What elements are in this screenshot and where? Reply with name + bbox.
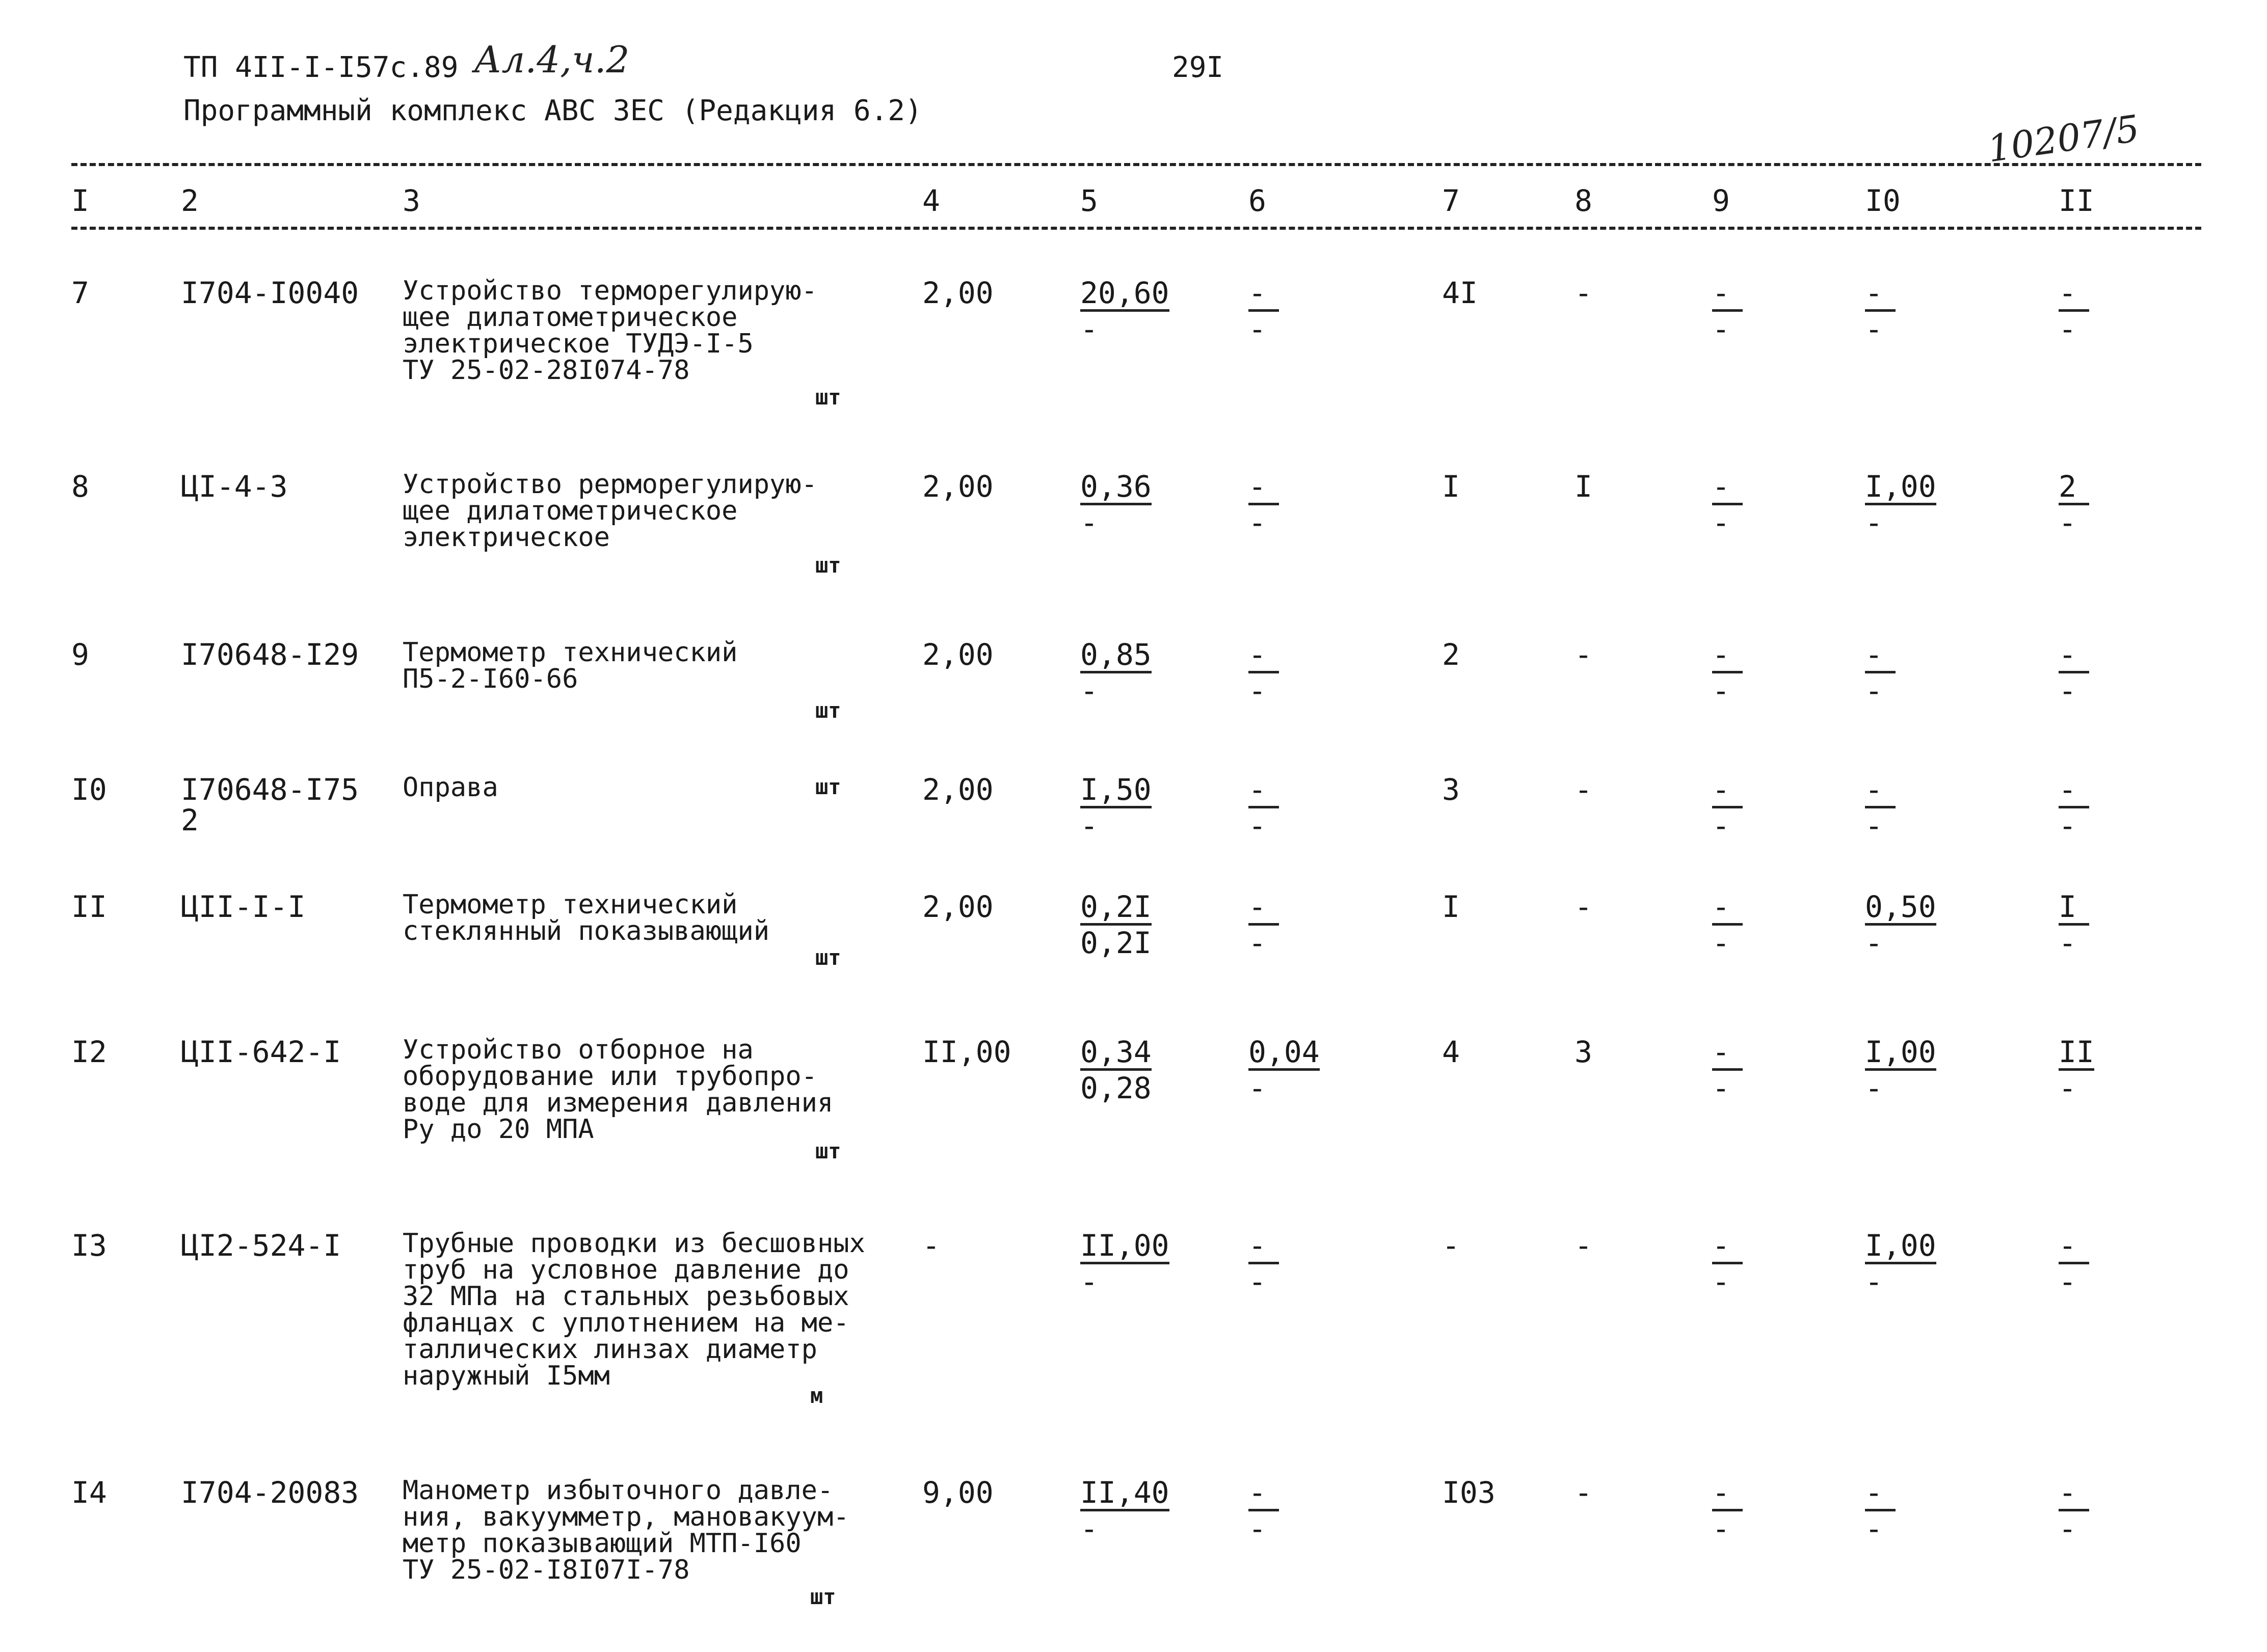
fraction-denominator: - [1248,1264,1266,1299]
row-number: 8 [71,469,89,504]
page-number: 29I [1172,51,1224,84]
fraction-cell [1865,1477,1896,1544]
fraction-numerator: 0,36 [1080,471,1152,505]
item-description: Термометр технический стеклянный показывающий [403,889,770,946]
fraction-denominator: - [2059,312,2076,346]
fraction-numerator: - [1712,891,1743,926]
fraction-cell [1080,891,1152,958]
column-header: 3 [403,183,420,218]
item-unit: шт [810,1584,836,1609]
quantity: 2,00 [922,276,994,310]
fraction-denominator: - [1865,1264,1883,1299]
fraction-numerator: 2 [2059,471,2089,505]
fraction-denominator: - [1865,505,1883,540]
col7-value: 4 [1442,1035,1460,1069]
fraction-numerator: - [1248,639,1279,673]
item-code: ЦI-4-3 [181,469,288,504]
fraction-numerator: I,00 [1865,1037,1936,1071]
fraction-cell [1248,278,1279,344]
fraction-cell [1865,639,1896,706]
fraction-cell [1712,471,1743,538]
col8-value: 3 [1575,1035,1592,1069]
column-header: 7 [1442,183,1460,218]
fraction-numerator: II,00 [1080,1230,1169,1264]
fraction-denominator: - [1712,1264,1730,1299]
column-header: I [71,183,89,218]
item-unit: шт [815,385,841,410]
fraction-cell [1080,1477,1169,1544]
fraction-denominator: - [1712,312,1730,346]
fraction-denominator: - [1712,505,1730,540]
fraction-cell [2059,639,2089,706]
item-code: I704-I0040 [181,276,359,310]
fraction-cell [2059,471,2089,538]
fraction-numerator: - [1712,471,1743,505]
fraction-denominator: - [2059,808,2076,843]
fraction-numerator: - [1712,1037,1743,1071]
fraction-numerator: - [2059,774,2089,808]
quantity: II,00 [922,1035,1011,1069]
fraction-cell [1248,1037,1320,1103]
col8-value: - [1575,1228,1592,1263]
fraction-cell [1080,1037,1152,1103]
fraction-denominator: - [1248,926,1266,960]
item-code: ЦII-642-I [181,1035,341,1069]
fraction-numerator: - [1712,639,1743,673]
fraction-numerator: 0,04 [1248,1037,1320,1071]
fraction-cell [1865,774,1896,841]
fraction-denominator: - [1712,1071,1730,1105]
column-header: 5 [1080,183,1098,218]
item-unit: шт [815,1139,841,1163]
fraction-cell [2059,1230,2089,1297]
quantity: 2,00 [922,889,994,924]
fraction-numerator: 0,2I [1080,891,1152,926]
quantity: - [922,1228,940,1263]
fraction-numerator: I,50 [1080,774,1152,808]
quantity: 2,00 [922,637,994,672]
fraction-cell [1865,1230,1936,1297]
column-header: 8 [1575,183,1592,218]
fraction-cell [1865,891,1936,958]
col8-value: I [1575,469,1592,504]
fraction-numerator: - [1712,278,1743,312]
fraction-denominator: - [1248,1511,1266,1546]
item-unit: шт [815,945,841,970]
fraction-denominator: - [1712,808,1730,843]
item-description: Трубные проводки из бесшовных труб на условное давление до 32 МПа на стальных резьбовых фланцах с уплотнением на ме- таллических линзах диаметр наружный I5мм [403,1228,865,1391]
fraction-cell [1712,891,1743,958]
fraction-numerator: I,00 [1865,471,1936,505]
fraction-denominator: - [1080,808,1098,843]
row-number: 9 [71,637,89,672]
col7-value: 4I [1442,276,1478,310]
row-number: I2 [71,1035,107,1069]
fraction-cell [1080,774,1152,841]
fraction-denominator: - [1080,1511,1098,1546]
item-code: I70648-I29 [181,637,359,672]
row-number: I4 [71,1475,107,1510]
fraction-cell [2059,278,2089,344]
fraction-numerator: - [1248,1477,1279,1511]
fraction-numerator: II,40 [1080,1477,1169,1511]
fraction-numerator: - [1712,774,1743,808]
col8-value: - [1575,772,1592,807]
row-number: 7 [71,276,89,310]
fraction-numerator: - [2059,639,2089,673]
doc-code: ТП 4II-I-I57с.89 [183,51,459,84]
col7-value: I [1442,889,1460,924]
fraction-denominator: - [1865,808,1883,843]
quantity: 2,00 [922,469,994,504]
fraction-denominator: - [1080,505,1098,540]
item-unit: шт [815,698,841,723]
row-number: II [71,889,107,924]
col7-value: 2 [1442,637,1460,672]
row-number: I3 [71,1228,107,1263]
fraction-numerator: 0,34 [1080,1037,1152,1071]
header-rule-top [71,163,2201,166]
fraction-cell [1712,774,1743,841]
fraction-cell [1248,891,1279,958]
item-description: Устройство рерморегулирую- щее дилатометрическое электрическое [403,469,817,553]
fraction-numerator: 20,60 [1080,278,1169,312]
fraction-denominator: - [2059,926,2076,960]
fraction-cell [1712,1477,1743,1544]
fraction-denominator: - [1712,673,1730,708]
quantity: 9,00 [922,1475,994,1510]
column-header: 4 [922,183,940,218]
fraction-denominator: - [2059,1071,2076,1105]
fraction-cell [1865,278,1896,344]
item-unit: шт [815,774,841,799]
fraction-cell [1865,1037,1936,1103]
fraction-cell [1248,774,1279,841]
fraction-numerator: - [1865,639,1896,673]
fraction-numerator: - [1712,1230,1743,1264]
fraction-cell [1080,278,1169,344]
col7-value: I [1442,469,1460,504]
header-rule-bottom [71,227,2201,230]
item-description: Термометр технический П5-2-I60-66 [403,637,738,694]
fraction-denominator: - [1865,673,1883,708]
item-unit: шт [815,553,841,578]
fraction-denominator: - [1712,926,1730,960]
fraction-numerator: - [1248,471,1279,505]
fraction-numerator: - [2059,1477,2089,1511]
fraction-denominator: - [1248,673,1266,708]
fraction-numerator: - [1248,891,1279,926]
fraction-cell [1712,278,1743,344]
item-description: Устройство отборное на оборудование или трубопро- воде для измерения давления Ру до 20 МПА [403,1035,834,1145]
item-description: Манометр избыточного давле- ния, вакуумметр, мановакуум- метр показывающий МТП-I60 ТУ 25-02-I8I07I-78 [403,1475,849,1585]
fraction-numerator: - [1865,278,1896,312]
item-code: I704-20083 [181,1475,359,1510]
fraction-denominator: - [1865,926,1883,960]
fraction-denominator: - [1248,1071,1266,1105]
fraction-cell [1712,1230,1743,1297]
fraction-cell [1248,471,1279,538]
fraction-cell [1248,1230,1279,1297]
row-number: I0 [71,772,107,807]
fraction-denominator: - [1080,1264,1098,1299]
fraction-cell [2059,1477,2089,1544]
page-subtitle: Программный комплекс АВС ЗЕС (Редакция 6.2) [183,94,922,127]
fraction-numerator: - [2059,1230,2089,1264]
col7-value: - [1442,1228,1460,1263]
fraction-numerator: - [1248,774,1279,808]
fraction-cell [2059,774,2089,841]
item-code: ЦI2-524-I [181,1228,341,1263]
col8-value: - [1575,889,1592,924]
fraction-denominator: - [1080,312,1098,346]
fraction-cell [2059,891,2089,958]
fraction-denominator: 0,2I [1080,926,1152,960]
fraction-numerator: II [2059,1037,2094,1071]
fraction-denominator: - [1248,808,1266,843]
fraction-cell [1248,639,1279,706]
column-header: 2 [181,183,199,218]
column-header: 6 [1248,183,1266,218]
fraction-numerator: I,00 [1865,1230,1936,1264]
handwritten-note: Ал.4,ч.2 [474,38,630,81]
fraction-numerator: - [1865,774,1896,808]
fraction-denominator: - [2059,1264,2076,1299]
fraction-denominator: - [1865,1511,1883,1546]
item-unit: м [810,1383,823,1408]
fraction-cell [1712,1037,1743,1103]
col7-value: 3 [1442,772,1460,807]
fraction-denominator: - [1248,312,1266,346]
item-code: ЦII-I-I [181,889,306,924]
fraction-denominator: - [1712,1511,1730,1546]
column-header: 9 [1712,183,1730,218]
fraction-numerator: - [1712,1477,1743,1511]
fraction-cell [1865,471,1936,538]
fraction-cell [1080,1230,1169,1297]
fraction-denominator: - [2059,505,2076,540]
fraction-numerator: 0,50 [1865,891,1936,926]
fraction-denominator: - [1865,1071,1883,1105]
column-header: I0 [1865,183,1901,218]
fraction-cell [1080,471,1152,538]
column-header: II [2059,183,2094,218]
item-description: Оправа [403,772,498,803]
fraction-numerator: 0,85 [1080,639,1152,673]
col8-value: - [1575,1475,1592,1510]
fraction-cell [1080,639,1152,706]
fraction-numerator: - [1248,1230,1279,1264]
fraction-cell [1712,639,1743,706]
col7-value: I03 [1442,1475,1496,1510]
fraction-cell [1248,1477,1279,1544]
item-code: I70648-I75 2 [181,772,359,837]
handwritten-ref: 10207/5 [1985,106,2142,171]
fraction-denominator: - [1865,312,1883,346]
quantity: 2,00 [922,772,994,807]
fraction-cell [2059,1037,2094,1103]
col8-value: - [1575,637,1592,672]
fraction-numerator: - [1248,278,1279,312]
fraction-denominator: - [2059,673,2076,708]
fraction-denominator: - [1248,505,1266,540]
fraction-numerator: - [1865,1477,1896,1511]
item-description: Устройство терморегулирую- щее дилатометрическое электрическое ТУДЭ-I-5 ТУ 25-02-28I074-78 [403,276,817,386]
fraction-denominator: 0,28 [1080,1071,1152,1105]
fraction-denominator: - [2059,1511,2076,1546]
fraction-denominator: - [1080,673,1098,708]
fraction-numerator: - [2059,278,2089,312]
fraction-numerator: I [2059,891,2089,926]
col8-value: - [1575,276,1592,310]
